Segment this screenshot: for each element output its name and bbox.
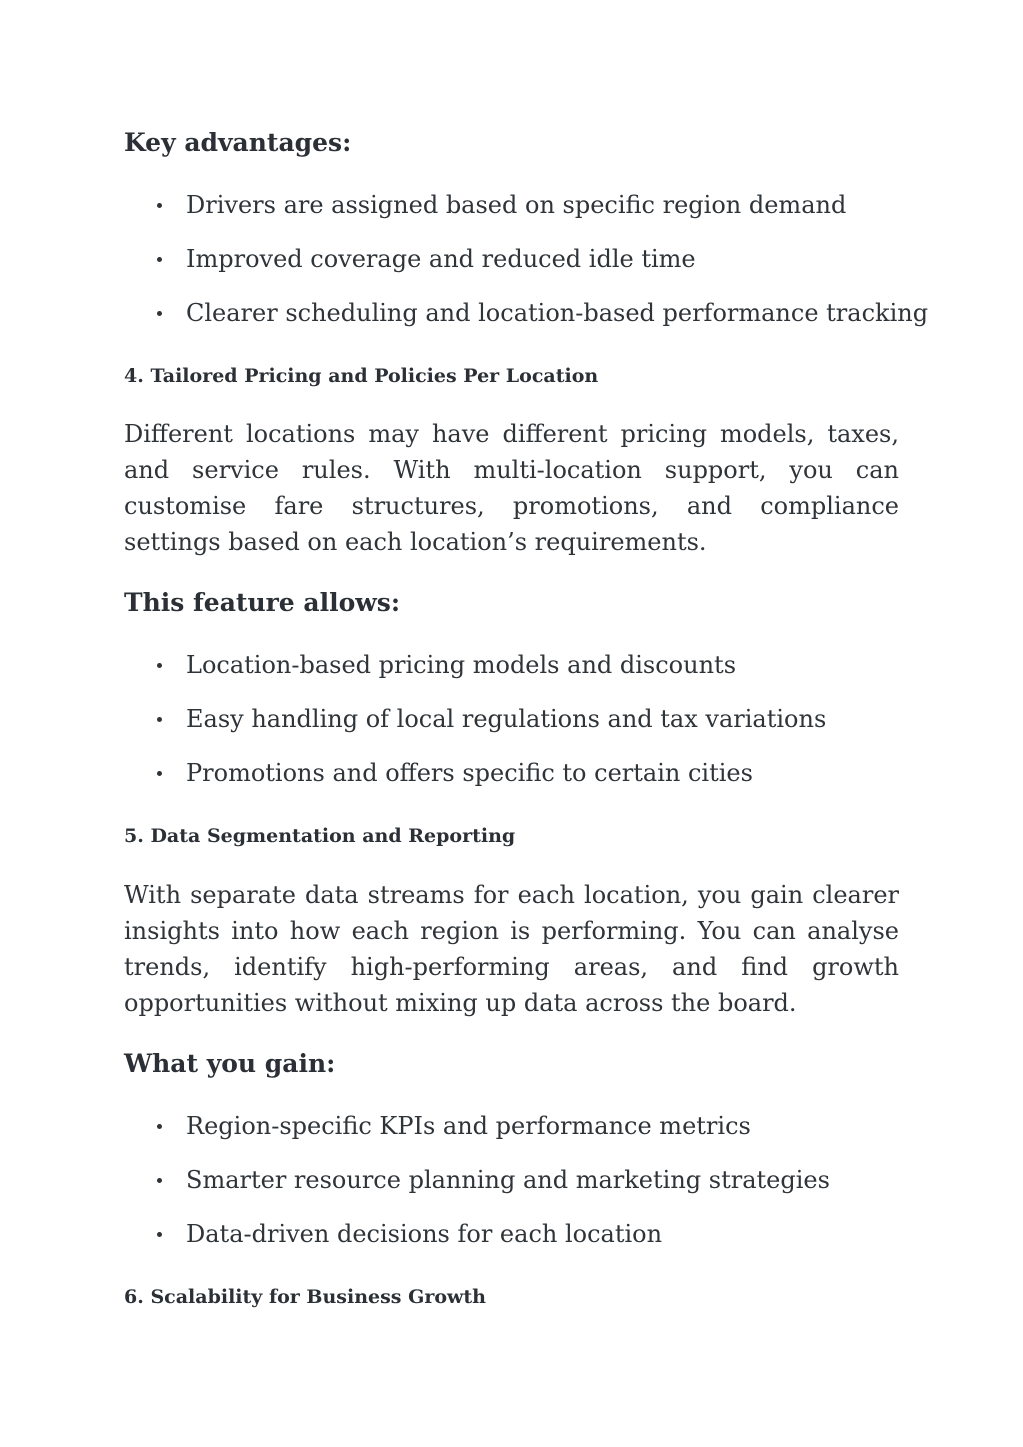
- list-item: [124, 760, 899, 814]
- paragraph-data-segmentation: With separate data streams for each location, you gain clearer insights into how each region is performing. You can analyse trends, identify high-performing areas, and find growth opportunities without mixing up data across the board.: [124, 881, 899, 1017]
- list-item-text: Drivers are assigned based on specific region demand: [186, 191, 847, 219]
- heading-scalability: 6. Scalability for Business Growth: [124, 1286, 486, 1308]
- heading-key-advantages: Key advantages:: [124, 128, 352, 157]
- list-item-text: Improved coverage and reduced idle time: [186, 245, 696, 273]
- list-item: [124, 299, 929, 354]
- bullet-icon: [157, 771, 162, 776]
- bullet-icon: [157, 1232, 162, 1237]
- list-item-text: Promotions and offers specific to certain cities: [186, 759, 753, 787]
- bullet-icon: [157, 257, 162, 262]
- heading-what-you-gain: What you gain:: [124, 1049, 336, 1078]
- list-item: [124, 652, 899, 706]
- list-item: [124, 1221, 899, 1275]
- bullet-icon: [157, 663, 162, 668]
- list-item: [124, 706, 899, 760]
- list-item: [124, 1113, 899, 1167]
- bullet-icon: [157, 1178, 162, 1183]
- list-item-text: Region-specific KPIs and performance metrics: [186, 1112, 751, 1140]
- bullet-icon: [157, 717, 162, 722]
- list-item: [124, 192, 899, 246]
- paragraph-pricing: Different locations may have different pricing models, taxes, and service rules. With multi-location support, you can customise fare structures, promotions, and compliance settings based on each location’s requirements.: [124, 420, 899, 556]
- list-item: [124, 246, 899, 300]
- bullet-icon: [157, 311, 162, 316]
- list-item: [124, 1167, 899, 1221]
- list-key-advantages: [124, 191, 929, 354]
- list-item-text: Smarter resource planning and marketing strategies: [186, 1166, 830, 1194]
- list-item-text: Easy handling of local regulations and tax variations: [186, 705, 827, 733]
- list-item-text: Clearer scheduling and location-based performance tracking: [186, 299, 929, 327]
- list-item-text: Data-driven decisions for each location: [186, 1220, 663, 1248]
- bullet-icon: [157, 203, 162, 208]
- bullet-icon: [157, 1124, 162, 1129]
- list-what-you-gain: [124, 1113, 899, 1275]
- list-item-text: Location-based pricing models and discounts: [186, 651, 737, 679]
- heading-pricing: 4. Tailored Pricing and Policies Per Location: [124, 365, 599, 387]
- heading-feature-allows: This feature allows:: [124, 588, 401, 617]
- list-feature-allows: [124, 652, 899, 814]
- heading-data-segmentation: 5. Data Segmentation and Reporting: [124, 825, 516, 847]
